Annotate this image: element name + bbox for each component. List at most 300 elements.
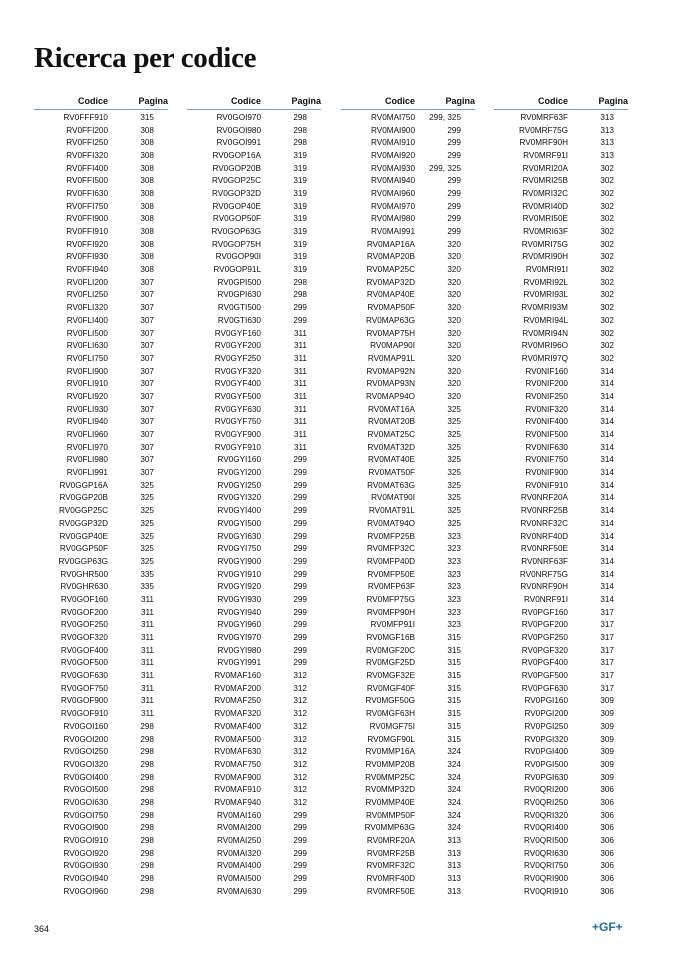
index-row	[34, 263, 168, 276]
page-reference: 324	[447, 785, 461, 795]
product-code: RV0MAT63G	[367, 480, 415, 490]
index-row	[34, 403, 168, 416]
page-reference: 299	[293, 823, 307, 833]
index-row	[341, 530, 475, 543]
page-reference: 313	[600, 150, 614, 160]
page-reference: 311	[293, 430, 307, 440]
product-code: RV0MAF910	[214, 785, 261, 795]
page-reference: 314	[600, 506, 614, 516]
product-code: RV0MMP32D	[365, 785, 415, 795]
product-code: RV0MRF40D	[366, 874, 415, 884]
index-row	[341, 847, 475, 860]
index-row	[494, 619, 628, 632]
page-reference: 313	[447, 886, 461, 896]
page-reference: 324	[447, 747, 461, 757]
index-row	[34, 644, 168, 657]
header-rule	[494, 109, 628, 110]
gf-logo: +GF+	[592, 920, 623, 934]
index-row	[341, 428, 475, 441]
page-reference: 302	[600, 290, 614, 300]
page-reference: 309	[600, 747, 614, 757]
product-code: RV0MAF900	[214, 772, 261, 782]
page-reference: 308	[140, 265, 154, 275]
page-reference: 315	[447, 658, 461, 668]
index-row	[494, 847, 628, 860]
index-row	[341, 187, 475, 200]
product-code: RV0GYI400	[217, 506, 261, 516]
page-reference: 325	[447, 455, 461, 465]
index-row	[341, 872, 475, 885]
page-reference: 298	[293, 112, 307, 122]
product-code: RV0MAF250	[214, 696, 261, 706]
index-row	[341, 822, 475, 835]
product-code: RV0MGF63H	[366, 709, 415, 719]
index-row	[341, 162, 475, 175]
product-code: RV0MAP93N	[366, 379, 415, 389]
index-row	[187, 504, 321, 517]
index-row	[341, 745, 475, 758]
index-row	[187, 783, 321, 796]
product-code: RV0GYI940	[217, 607, 261, 617]
product-code: RV0GYF200	[214, 341, 261, 351]
index-row	[34, 619, 168, 632]
page-reference: 302	[600, 201, 614, 211]
index-row	[341, 542, 475, 555]
page-reference: 306	[600, 836, 614, 846]
page-reference: 299	[447, 138, 461, 148]
product-code: RV0GYI991	[217, 658, 261, 668]
index-row	[34, 187, 168, 200]
page-title: Ricerca per codice	[34, 42, 257, 74]
product-code: RV0MFP50E	[367, 569, 415, 579]
page-reference: 317	[600, 620, 614, 630]
index-row	[341, 225, 475, 238]
product-code: RV0GTI630	[217, 315, 261, 325]
product-code: RV0GPI500	[217, 277, 261, 287]
product-code: RV0GOI160	[63, 721, 108, 731]
product-code: RV0MGF25D	[366, 658, 415, 668]
page-reference: 325	[447, 518, 461, 528]
page-reference: 320	[447, 303, 461, 313]
page-reference: 323	[447, 594, 461, 604]
index-row	[494, 720, 628, 733]
index-row	[34, 745, 168, 758]
index-row	[187, 542, 321, 555]
index-row	[187, 619, 321, 632]
product-code: RV0GOF160	[60, 594, 108, 604]
index-row	[494, 200, 628, 213]
page-reference: 302	[600, 227, 614, 237]
page-reference: 325	[447, 417, 461, 427]
page-reference: 319	[293, 239, 307, 249]
product-code: RV0PGF320	[521, 645, 568, 655]
page-reference: 325	[447, 480, 461, 490]
index-row	[187, 580, 321, 593]
index-row	[34, 441, 168, 454]
page-reference: 307	[140, 277, 154, 287]
page-reference: 307	[140, 455, 154, 465]
product-code: RV0GYI500	[217, 518, 261, 528]
product-code: RV0GOI910	[63, 836, 108, 846]
index-row	[34, 695, 168, 708]
product-code: RV0GGP63G	[58, 556, 108, 566]
page-reference: 320	[447, 277, 461, 287]
product-code: RV0MRI32C	[522, 188, 568, 198]
page-reference: 319	[293, 201, 307, 211]
index-row	[34, 454, 168, 467]
index-row	[187, 682, 321, 695]
index-row	[341, 327, 475, 340]
product-code: RV0PGI320	[524, 734, 568, 744]
index-row	[494, 327, 628, 340]
index-row	[341, 276, 475, 289]
index-row	[494, 289, 628, 302]
page-reference: 325	[447, 404, 461, 414]
index-row	[187, 238, 321, 251]
index-row	[187, 593, 321, 606]
page-reference: 325	[140, 544, 154, 554]
index-row	[494, 263, 628, 276]
product-code: RV0NIF400	[525, 417, 568, 427]
index-row	[34, 377, 168, 390]
page-reference: 299	[293, 607, 307, 617]
product-code: RV0MRI93M	[521, 303, 568, 313]
index-row	[34, 631, 168, 644]
page-reference: 308	[140, 252, 154, 262]
header-rule	[34, 109, 168, 110]
product-code: RV0NIF160	[525, 366, 568, 376]
index-row	[34, 504, 168, 517]
page-reference: 307	[140, 391, 154, 401]
page-reference: 302	[600, 328, 614, 338]
header-rule	[341, 109, 475, 110]
page-reference: 311	[140, 620, 154, 630]
page-reference: 314	[600, 556, 614, 566]
product-code: RV0GOF910	[60, 709, 108, 719]
header-page: Pagina	[598, 96, 628, 106]
product-code: RV0FFI400	[66, 163, 108, 173]
product-code: RV0QRI200	[524, 785, 568, 795]
index-row	[34, 339, 168, 352]
product-code: RV0QRI900	[524, 874, 568, 884]
index-row	[187, 809, 321, 822]
page-reference: 320	[447, 353, 461, 363]
product-code: RV0NIF900	[525, 468, 568, 478]
index-row	[187, 720, 321, 733]
product-code: RV0GYF500	[214, 391, 261, 401]
page-reference: 325	[140, 531, 154, 541]
product-code: RV0MAP94O	[366, 391, 415, 401]
index-row	[341, 682, 475, 695]
page-reference: 320	[447, 379, 461, 389]
index-row	[187, 187, 321, 200]
product-code: RV0GOI500	[63, 785, 108, 795]
page-reference: 324	[447, 810, 461, 820]
index-row	[341, 174, 475, 187]
page-reference: 298	[140, 785, 154, 795]
page-reference: 312	[293, 683, 307, 693]
product-code: RV0MAT90I	[371, 493, 415, 503]
header-code: Codice	[230, 96, 261, 106]
product-code: RV0GYI900	[217, 556, 261, 566]
index-row	[187, 162, 321, 175]
product-code: RV0GOI320	[63, 759, 108, 769]
index-row	[494, 631, 628, 644]
page-reference: 311	[293, 328, 307, 338]
index-row	[341, 758, 475, 771]
product-code: RV0FLI991	[66, 468, 108, 478]
page-reference: 325	[447, 493, 461, 503]
product-code: RV0PGF500	[521, 671, 568, 681]
index-row	[34, 555, 168, 568]
index-row	[187, 568, 321, 581]
index-row	[34, 327, 168, 340]
product-code: RV0GYI160	[217, 455, 261, 465]
product-code: RV0MRF32C	[366, 861, 415, 871]
page-reference: 299	[293, 480, 307, 490]
page-reference: 320	[447, 265, 461, 275]
index-row	[494, 225, 628, 238]
page-reference: 325	[447, 506, 461, 516]
index-row	[341, 301, 475, 314]
index-row	[494, 238, 628, 251]
product-code: RV0MAI910	[371, 138, 415, 148]
page-reference: 299	[293, 531, 307, 541]
index-row	[187, 822, 321, 835]
product-code: RV0GYI960	[217, 620, 261, 630]
column-header	[341, 94, 475, 108]
index-row	[187, 492, 321, 505]
product-code: RV0GGP40E	[59, 531, 108, 541]
page-reference: 314	[600, 417, 614, 427]
column-header	[187, 94, 321, 108]
page-reference: 312	[293, 671, 307, 681]
index-row	[341, 644, 475, 657]
product-code: RV0MRI97Q	[521, 353, 568, 363]
product-code: RV0GYI910	[217, 569, 261, 579]
index-row	[187, 707, 321, 720]
product-code: RV0GYF160	[214, 328, 261, 338]
page-reference: 299, 325	[429, 112, 461, 122]
product-code: RV0MAP20B	[366, 252, 415, 262]
index-column-2	[187, 94, 321, 898]
page-reference: 311	[293, 442, 307, 452]
page-reference: 313	[447, 874, 461, 884]
index-row	[341, 593, 475, 606]
index-row	[494, 428, 628, 441]
page-reference: 315	[447, 734, 461, 744]
page-reference: 312	[293, 696, 307, 706]
page-reference: 312	[293, 785, 307, 795]
index-row	[494, 187, 628, 200]
product-code: RV0MAF200	[214, 683, 261, 693]
product-code: RV0QRI750	[524, 861, 568, 871]
product-code: RV0MAI920	[371, 150, 415, 160]
page-reference: 308	[140, 188, 154, 198]
product-code: RV0GOP90I	[215, 252, 261, 262]
index-row	[494, 695, 628, 708]
page-reference: 299	[447, 201, 461, 211]
index-row	[494, 834, 628, 847]
index-row	[341, 555, 475, 568]
page-reference: 309	[600, 759, 614, 769]
product-code: RV0GYI630	[217, 531, 261, 541]
page-reference: 314	[600, 455, 614, 465]
index-row	[187, 213, 321, 226]
product-code: RV0FLI960	[66, 430, 108, 440]
page-reference: 325	[447, 430, 461, 440]
product-code: RV0FLI900	[66, 366, 108, 376]
product-code: RV0PGI250	[524, 721, 568, 731]
product-code: RV0MAF750	[214, 759, 261, 769]
page-reference: 308	[140, 138, 154, 148]
index-row	[494, 162, 628, 175]
page-reference: 314	[600, 442, 614, 452]
page-reference: 308	[140, 150, 154, 160]
product-code: RV0GOF320	[60, 633, 108, 643]
page-reference: 298	[293, 277, 307, 287]
product-code: RV0GHR500	[60, 569, 108, 579]
page-reference: 312	[293, 721, 307, 731]
page-reference: 317	[600, 671, 614, 681]
product-code: RV0MGF75I	[369, 721, 415, 731]
product-code: RV0MAP25C	[366, 265, 415, 275]
index-row	[341, 809, 475, 822]
product-code: RV0NRF20A	[520, 493, 568, 503]
page-reference: 312	[293, 709, 307, 719]
page-reference: 315	[447, 721, 461, 731]
product-code: RV0GOP63G	[211, 227, 261, 237]
page-reference: 320	[447, 341, 461, 351]
product-code: RV0PGF200	[521, 620, 568, 630]
index-row	[341, 517, 475, 530]
product-code: RV0GOF630	[60, 671, 108, 681]
product-code: RV0MMP40E	[365, 797, 415, 807]
product-code: RV0GOP91L	[213, 265, 261, 275]
index-row	[187, 695, 321, 708]
page-reference: 324	[447, 759, 461, 769]
product-code: RV0MFP90H	[366, 607, 415, 617]
index-row	[494, 352, 628, 365]
page-reference: 299	[293, 594, 307, 604]
product-code: RV0MAI500	[217, 874, 261, 884]
page-reference: 314	[600, 468, 614, 478]
page-reference: 335	[140, 582, 154, 592]
product-code: RV0GOI200	[63, 734, 108, 744]
product-code: RV0MAI400	[217, 861, 261, 871]
product-code: RV0MRF75G	[519, 125, 568, 135]
index-row	[34, 301, 168, 314]
index-row	[494, 276, 628, 289]
index-row	[341, 289, 475, 302]
page-reference: 311	[140, 633, 154, 643]
page-reference: 309	[600, 734, 614, 744]
product-code: RV0MFP25B	[367, 531, 415, 541]
product-code: RV0MMP20B	[365, 759, 415, 769]
page-reference: 302	[600, 265, 614, 275]
page-reference: 313	[600, 112, 614, 122]
index-rows	[341, 111, 475, 898]
page-reference: 299	[293, 620, 307, 630]
product-code: RV0GOI250	[63, 747, 108, 757]
page-reference: 319	[293, 227, 307, 237]
index-row	[187, 771, 321, 784]
page-number: 364	[34, 924, 50, 934]
page-reference: 299	[293, 493, 307, 503]
product-code: RV0MGF32E	[366, 671, 415, 681]
index-row	[34, 492, 168, 505]
product-code: RV0MGF20C	[366, 645, 415, 655]
product-code: RV0MAP92N	[366, 366, 415, 376]
product-code: RV0MMP50F	[366, 810, 415, 820]
product-code: RV0FFI250	[66, 138, 108, 148]
product-code: RV0GYF900	[214, 430, 261, 440]
product-code: RV0MAF940	[214, 797, 261, 807]
product-code: RV0MAP90I	[370, 341, 415, 351]
page-reference: 308	[140, 214, 154, 224]
page-reference: 299	[293, 633, 307, 643]
header-page: Pagina	[445, 96, 475, 106]
page-reference: 302	[600, 315, 614, 325]
product-code: RV0PGF630	[521, 683, 568, 693]
page-reference: 299	[293, 518, 307, 528]
product-code: RV0GOP25C	[212, 176, 261, 186]
index-row	[494, 339, 628, 352]
index-row	[34, 872, 168, 885]
page-reference: 323	[447, 582, 461, 592]
index-row	[341, 466, 475, 479]
page-reference: 325	[140, 556, 154, 566]
index-row	[494, 149, 628, 162]
index-row	[187, 416, 321, 429]
page-reference: 307	[140, 366, 154, 376]
index-row	[187, 428, 321, 441]
index-row	[34, 860, 168, 873]
product-code: RV0MRF63F	[520, 112, 568, 122]
product-code: RV0MRF50E	[366, 886, 415, 896]
page-reference: 315	[447, 633, 461, 643]
product-code: RV0MAF630	[214, 747, 261, 757]
index-row	[341, 403, 475, 416]
product-code: RV0MRI90H	[522, 252, 568, 262]
page-reference: 315	[140, 112, 154, 122]
index-row	[187, 669, 321, 682]
product-code: RV0GOI750	[63, 810, 108, 820]
index-row	[187, 327, 321, 340]
page-reference: 314	[600, 493, 614, 503]
page-reference: 319	[293, 188, 307, 198]
index-column-1	[34, 94, 168, 898]
index-row	[34, 796, 168, 809]
product-code: RV0PGF400	[521, 658, 568, 668]
index-row	[494, 669, 628, 682]
product-code: RV0NRF50E	[520, 544, 568, 554]
index-row	[34, 707, 168, 720]
index-row	[341, 568, 475, 581]
page-reference: 298	[140, 810, 154, 820]
page-reference: 298	[293, 290, 307, 300]
product-code: RV0FFI320	[66, 150, 108, 160]
product-code: RV0PGI630	[524, 772, 568, 782]
index-row	[341, 695, 475, 708]
product-code: RV0FFI500	[66, 176, 108, 186]
page-reference: 298	[140, 759, 154, 769]
index-row	[187, 479, 321, 492]
index-row	[494, 733, 628, 746]
index-row	[187, 657, 321, 670]
index-row	[341, 707, 475, 720]
page-reference: 317	[600, 658, 614, 668]
